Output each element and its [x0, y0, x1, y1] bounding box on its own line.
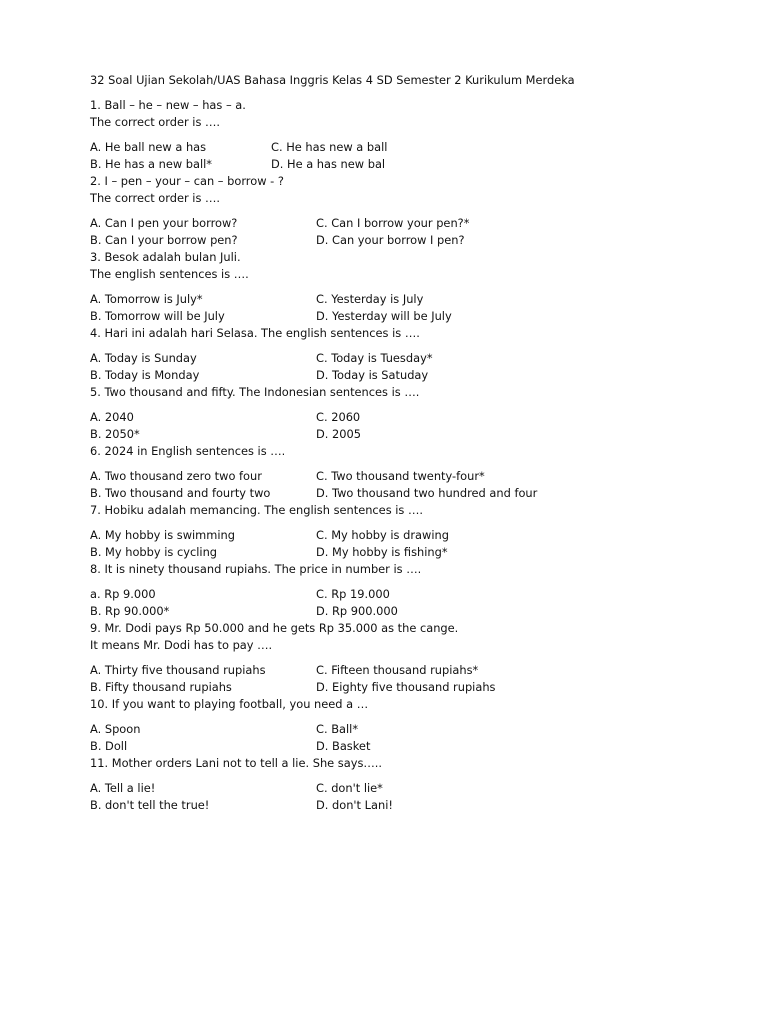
question-text: 5. Two thousand and fifty. The Indonesian sentences is …. — [90, 385, 420, 399]
answer-option: C. My hobby is drawing — [316, 528, 449, 542]
answer-option: B. Can I your borrow pen? — [90, 233, 238, 247]
answer-options — [90, 662, 710, 696]
answer-option: C. Two thousand twenty-four* — [316, 469, 485, 483]
answer-option: A. Two thousand zero two four — [90, 469, 262, 483]
question-prompt: It means Mr. Dodi has to pay …. — [90, 638, 273, 652]
answer-options — [90, 586, 710, 620]
question-list — [90, 97, 710, 814]
answer-option: D. Today is Satuday — [316, 368, 429, 382]
question-10 — [90, 696, 710, 755]
answer-option: A. My hobby is swimming — [90, 528, 235, 542]
question-6 — [90, 443, 710, 502]
question-text: 2. I – pen – your – can – borrow - ? — [90, 174, 284, 188]
question-text: 4. Hari ini adalah hari Selasa. The english sentences is …. — [90, 326, 420, 340]
answer-option: A. Spoon — [90, 722, 141, 736]
question-2 — [90, 173, 710, 249]
answer-option: A. He ball new a has — [90, 140, 207, 154]
question-text: 1. Ball – he – new – has – a. — [90, 98, 246, 112]
answer-option: D. My hobby is fishing* — [316, 545, 448, 559]
answer-options — [90, 139, 710, 173]
answer-option: B. Tomorrow will be July — [90, 309, 225, 323]
answer-option: D. Two thousand two hundred and four — [316, 486, 538, 500]
answer-options — [90, 721, 710, 755]
answer-option: D. Can your borrow I pen? — [316, 233, 465, 247]
question-text: 11. Mother orders Lani not to tell a lie. She says….. — [90, 756, 383, 770]
question-5 — [90, 384, 710, 443]
answer-option: B. Doll — [90, 739, 128, 753]
answer-option: B. He has a new ball* — [90, 157, 213, 171]
answer-option: A. Tomorrow is July* — [90, 292, 203, 306]
answer-option: A. Tell a lie! — [90, 781, 156, 795]
question-text: 3. Besok adalah bulan Juli. — [90, 250, 241, 264]
answer-option: C. Fifteen thousand rupiahs* — [316, 663, 479, 677]
answer-options — [90, 350, 710, 384]
answer-option: A. Can I pen your borrow? — [90, 216, 238, 230]
question-text: 6. 2024 in English sentences is …. — [90, 444, 286, 458]
answer-option: A. 2040 — [90, 410, 134, 424]
answer-option: D. He a has new bal — [271, 157, 386, 171]
question-11 — [90, 755, 710, 814]
answer-option: C. He has new a ball — [271, 140, 388, 154]
answer-options — [90, 409, 710, 443]
question-prompt: The english sentences is …. — [90, 267, 249, 281]
answer-option: B. 2050* — [90, 427, 140, 441]
answer-option: B. Rp 90.000* — [90, 604, 170, 618]
question-8 — [90, 561, 710, 620]
answer-option: C. Yesterday is July — [316, 292, 424, 306]
answer-option: D. 2005 — [316, 427, 362, 441]
answer-option: a. Rp 9.000 — [90, 587, 156, 601]
answer-option: C. don't lie* — [316, 781, 383, 795]
answer-options — [90, 780, 710, 814]
question-text: 9. Mr. Dodi pays Rp 50.000 and he gets Rp 35.000 as the cange. — [90, 621, 459, 635]
answer-option: A. Today is Sunday — [90, 351, 197, 365]
answer-options — [90, 215, 710, 249]
answer-options — [90, 468, 710, 502]
question-text: 8. It is ninety thousand rupiahs. The price in number is …. — [90, 562, 422, 576]
answer-option: D. Yesterday will be July — [316, 309, 452, 323]
answer-option: B. Two thousand and fourty two — [90, 486, 271, 500]
question-3 — [90, 249, 710, 325]
answer-option: C. 2060 — [316, 410, 361, 424]
answer-option: B. My hobby is cycling — [90, 545, 218, 559]
answer-options — [90, 291, 710, 325]
question-9 — [90, 620, 710, 696]
answer-option: C. Rp 19.000 — [316, 587, 390, 601]
answer-options — [90, 527, 710, 561]
question-text: 7. Hobiku adalah memancing. The english sentences is …. — [90, 503, 423, 517]
answer-option: C. Ball* — [316, 722, 359, 736]
answer-option: C. Can I borrow your pen?* — [316, 216, 470, 230]
question-7 — [90, 502, 710, 561]
question-prompt: The correct order is …. — [90, 191, 221, 205]
document-title: 32 Soal Ujian Sekolah/UAS Bahasa Inggris Kelas 4 SD Semester 2 Kurikulum Merdeka — [90, 73, 575, 87]
answer-option: C. Today is Tuesday* — [316, 351, 433, 365]
question-4 — [90, 325, 710, 384]
document-body — [90, 72, 710, 814]
answer-option: B. don't tell the true! — [90, 798, 210, 812]
answer-option: B. Fifty thousand rupiahs — [90, 680, 232, 694]
question-prompt: The correct order is …. — [90, 115, 221, 129]
question-text: 10. If you want to playing football, you need a … — [90, 697, 369, 711]
answer-option: D. Basket — [316, 739, 371, 753]
answer-option: D. Rp 900.000 — [316, 604, 398, 618]
question-1 — [90, 97, 710, 173]
answer-option: A. Thirty five thousand rupiahs — [90, 663, 266, 677]
answer-option: D. Eighty five thousand rupiahs — [316, 680, 496, 694]
answer-option: B. Today is Monday — [90, 368, 200, 382]
answer-option: D. don't Lani! — [316, 798, 393, 812]
